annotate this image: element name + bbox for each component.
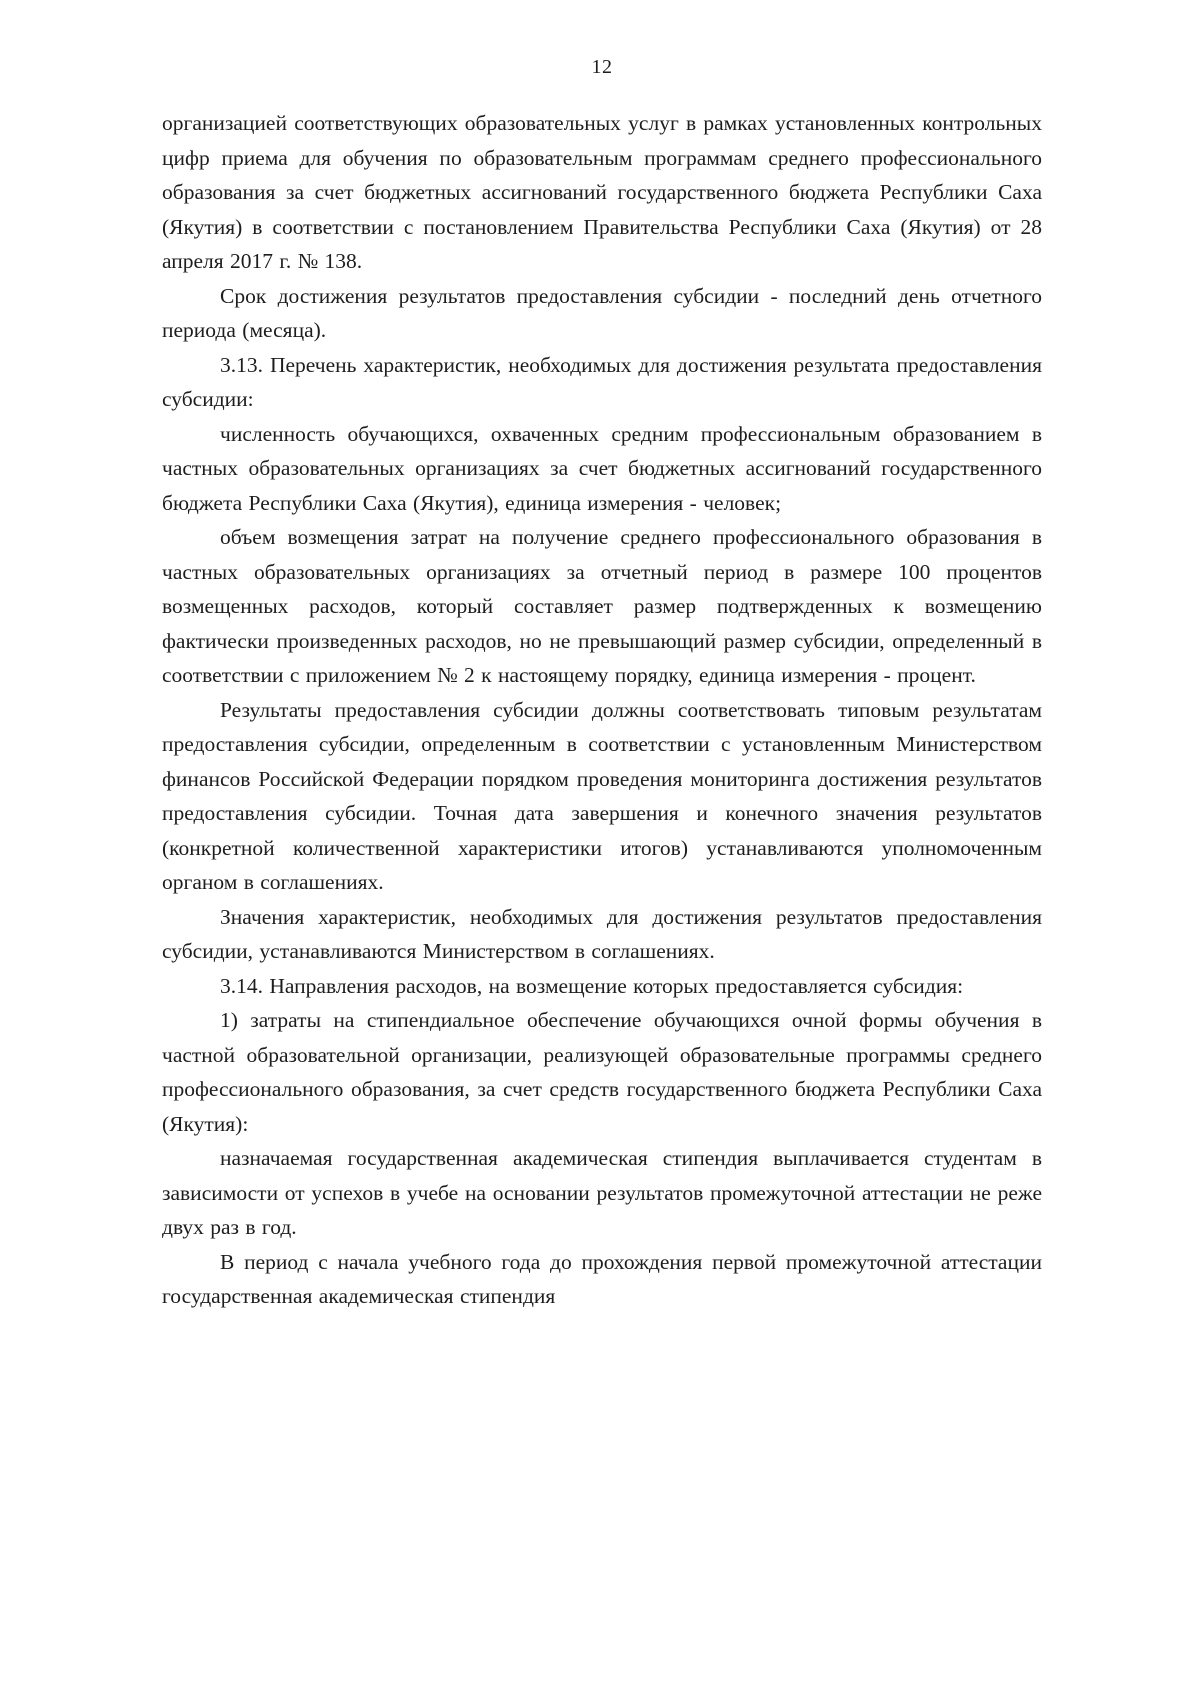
paragraph-results-typical: Результаты предоставления субсидии должны соответствовать типовым результатам предоставления субсидии, определенным в соответствии с установленным Министерством финансов Российской Федерации порядком проведения мониторинга достижения результатов предоставления субсидии. Точная дата завершения и конечного значения результатов (конкретной количественной характеристики итогов) устанавливаются уполномоченным органом в соглашениях. xyxy=(162,697,1042,894)
paragraph-clause-3-14: 3.14. Направления расходов, на возмещение которых предоставляется субсидия: xyxy=(220,973,964,998)
paragraph-characteristic-2: объем возмещения затрат на получение среднего профессионального образования в частных образовательных организациях за отчетный период в размере 100 процентов возмещенных расходов, который составляет размер подтвержденных к возмещению фактически произведенных расходов, но не превышающий размер субсидии, определенный в соответствии с приложением № 2 к настоящему порядку, единица измерения - процент. xyxy=(162,525,1042,687)
paragraph-first-attestation: В период с начала учебного года до прохождения первой промежуточной аттестации государственная академическая стипендия xyxy=(162,1249,1042,1308)
paragraph-values-agreements: Значения характеристик, необходимых для достижения результатов предоставления субсидии, устанавливаются Министерством в соглашениях. xyxy=(162,904,1042,963)
paragraph-deadline: Срок достижения результатов предоставления субсидии - последний день отчетного периода (месяца). xyxy=(162,283,1042,342)
page-number: 12 xyxy=(591,56,613,78)
paragraph-expense-item-1: 1) затраты на стипендиальное обеспечение обучающихся очной формы обучения в частной образовательной организации, реализующей образовательные программы среднего профессионального образования, за счет средств государственного бюджета Республики Саха (Якутия): xyxy=(162,1008,1042,1136)
paragraph-characteristic-1: численность обучающихся, охваченных средним профессиональным образованием в частных образовательных организациях за счет бюджетных ассигнований государственного бюджета Республики Саха (Якутия), единица измерения - человек; xyxy=(162,421,1042,515)
paragraph-clause-3-13: 3.13. Перечень характеристик, необходимых для достижения результата предоставления субсидии: xyxy=(162,352,1042,411)
document-body xyxy=(162,106,1042,1314)
paragraph-academic-stipend: назначаемая государственная академическая стипендия выплачивается студентам в зависимости от успехов в учебе на основании результатов промежуточной аттестации не реже двух раз в год. xyxy=(162,1146,1042,1239)
paragraph-continuation: организацией соответствующих образовательных услуг в рамках установленных контрольных цифр приема для обучения по образовательным программам среднего профессионального образования за счет бюджетных ассигнований государственного бюджета Республики Саха (Якутия) в соответствии с постановлением Правительства Республики Саха (Якутия) от 28 апреля 2017 г. № 138. xyxy=(162,111,1042,273)
